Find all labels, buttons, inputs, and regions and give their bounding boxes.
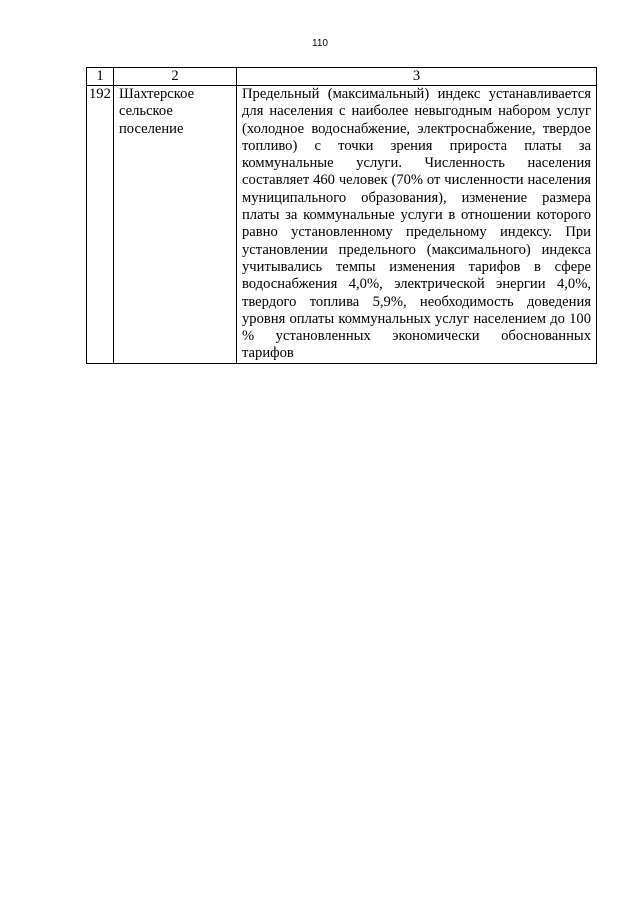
- tariff-index-table: [86, 67, 597, 364]
- table-header-row: [87, 68, 597, 86]
- settlement-name: Шахтерское сельское поселение: [114, 86, 237, 364]
- table-row: [87, 86, 597, 364]
- header-col-2: 2: [114, 68, 237, 86]
- page-number: 110: [312, 38, 328, 49]
- index-description: Предельный (максимальный) индекс устанавливается для населения с наиболее невыгодным набором услуг (холодное водоснабжение, электроснабжение, твердое топливо) с точки зрения прироста платы за коммунальные услуги. Численность населения составляет 460 человек (70% от численности населения муниципального образования), изменение размера платы за коммунальные услуги в отношении которого равно установленному предельному индексу. При установлении предельного (максимального) индекса учитывались темпы изменения тарифов в сфере водоснабжения 4,0%, электрической энергии 4,0%, твердого топлива 5,9%, необходимость доведения уровня оплаты коммунальных услуг населением до 100 % установленных экономически обоснованных тарифов: [237, 86, 597, 364]
- row-number: 192: [87, 86, 114, 364]
- header-col-3: 3: [237, 68, 597, 86]
- header-col-1: 1: [87, 68, 114, 86]
